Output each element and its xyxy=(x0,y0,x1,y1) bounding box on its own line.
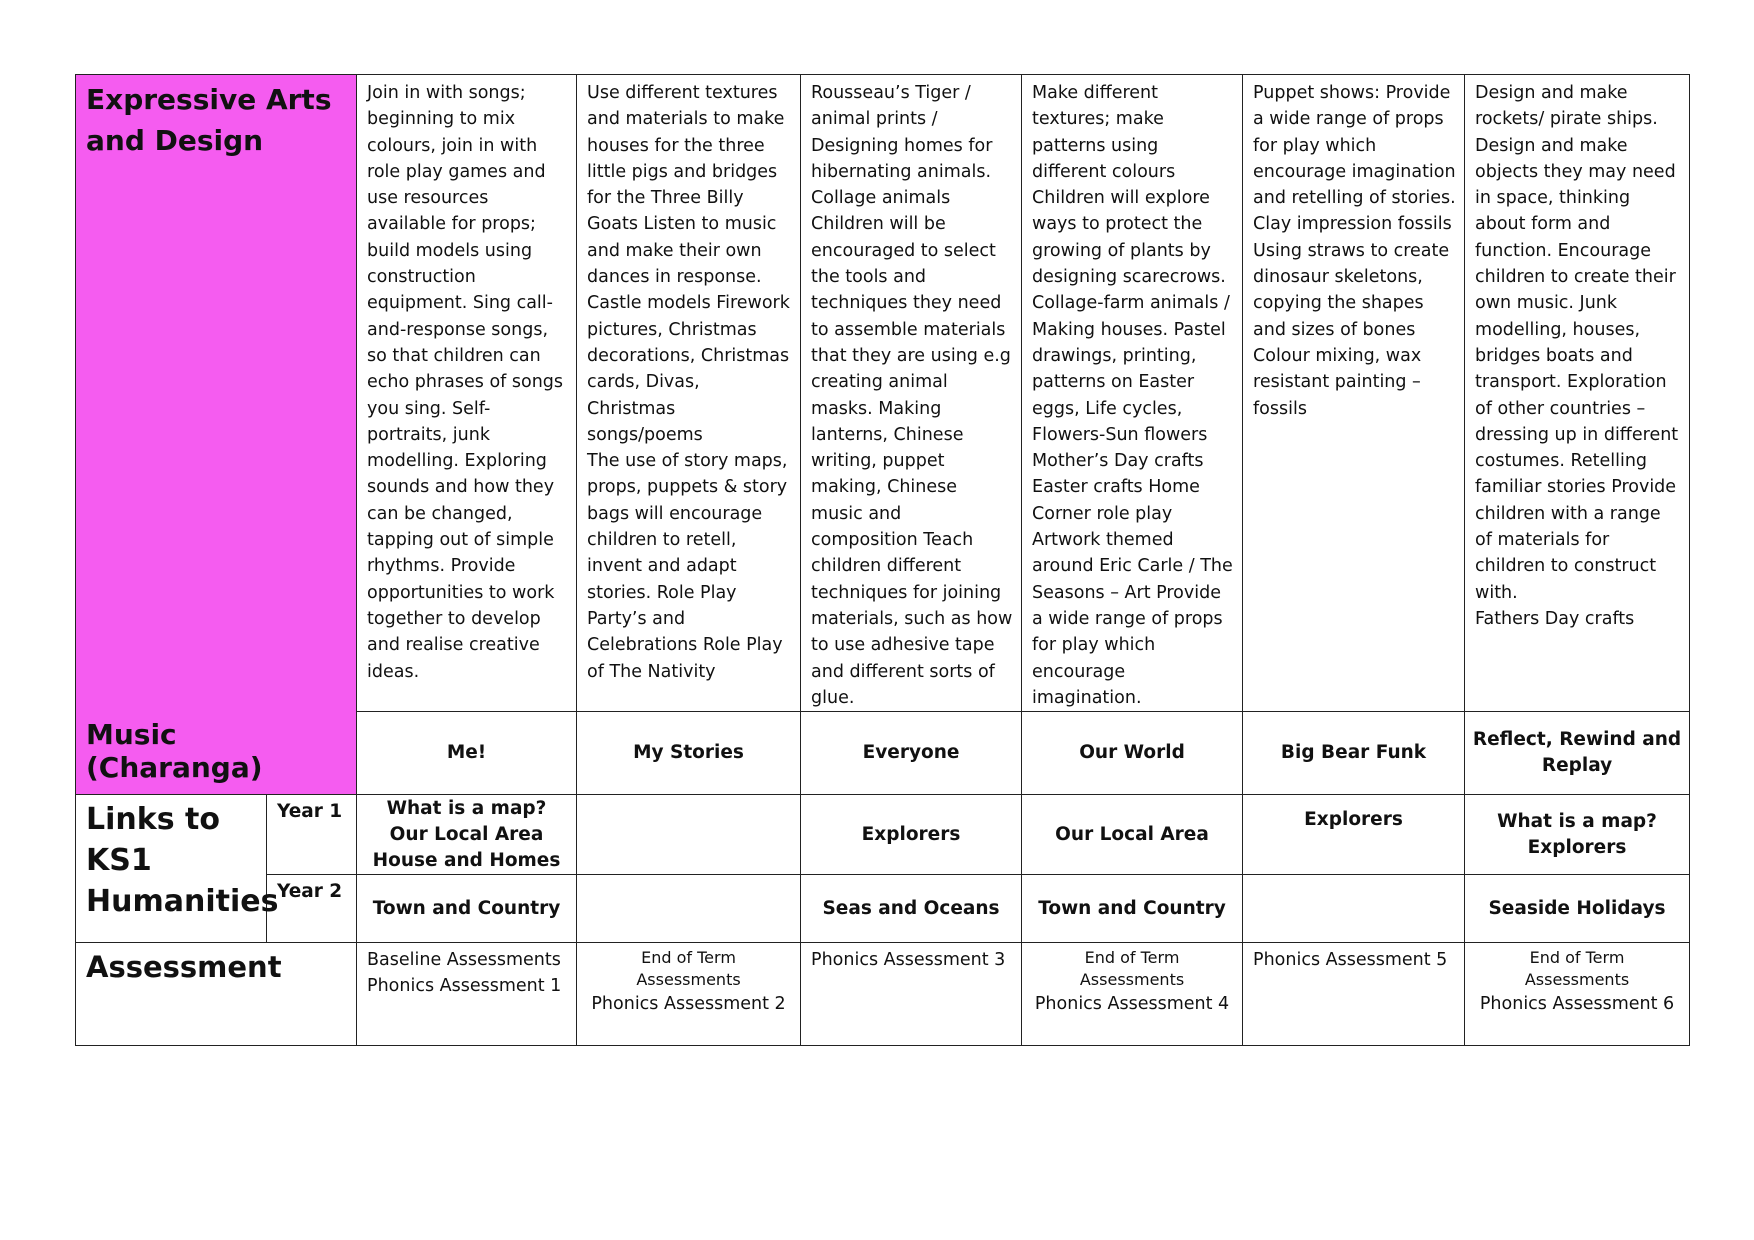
ead-text-4: Make different textures; make patterns using different colours Children will explore ways to protect the growing of plants by designing scarecrows. Collage-farm animals / Making houses. Pastel drawings, printing, patterns on Easter eggs, Life cycles, Flowers-Sun flowers Mother’s Day crafts Easter crafts Home Corner role play Artwork themed around Eric Carle / The Seasons – Art Provide a wide range of props for play which encourage imagination. xyxy=(1032,83,1233,708)
assessment-cell-6-line-1: End of Term Assessments xyxy=(1524,948,1630,990)
ead-cell-1 xyxy=(357,75,577,712)
ead-text-5: Puppet shows: Provide a wide range of props for play which encourage imagination and retelling of stories. Clay impression fossils Using straws to create dinosaur skeletons, copying the shapes and sizes of bones Colour mixing, wax resistant painting – fossils xyxy=(1253,83,1456,419)
ead-cell-2 xyxy=(577,75,801,712)
ead-row xyxy=(76,75,1690,712)
ead-cell-4 xyxy=(1022,75,1243,712)
music-cell-6: Reflect, Rewind and Replay xyxy=(1465,712,1690,795)
assessment-row xyxy=(76,943,1690,1046)
year1-label-cell xyxy=(267,795,357,875)
assessment-cell-6-text xyxy=(1465,943,1689,1017)
year2-cell-3: Seas and Oceans xyxy=(801,875,1022,943)
music-cell-4: Our World xyxy=(1022,712,1243,795)
year1-cell-6-line-2: Explorers xyxy=(1527,836,1627,858)
ead-text-2: Use different textures and materials to make houses for the three little pigs and bridges for the Three Billy Goats Listen to music and make their own dances in response. Castle models Firework pictures, Christmas decorations, Christmas cards, Divas, Christmas songs/poems The use of story maps, props, puppets & story bags will encourage children to retell, invent and adapt stories. Role Play Party’s and Celebrations Role Play of The Nativity xyxy=(587,83,790,682)
assessment-cell-2 xyxy=(577,943,801,1046)
year2-cell-1: Town and Country xyxy=(357,875,577,943)
assessment-cell-2-line-1: End of Term Assessments xyxy=(636,948,741,990)
music-cell-1: Me! xyxy=(357,712,577,795)
humanities-heading-cell xyxy=(76,795,279,943)
year1-cell-6 xyxy=(1465,795,1690,875)
assessment-cell-3-text xyxy=(801,943,1021,973)
year1-cell-2 xyxy=(577,795,801,875)
humanities-title xyxy=(76,795,279,926)
year2-cell-6: Seaside Holidays xyxy=(1465,875,1690,943)
humanities-title-line3: Humanities xyxy=(86,884,279,920)
year1-cell-3 xyxy=(801,795,1022,875)
music-title: Music (Charanga) xyxy=(86,718,263,785)
ead-text-3: Rousseau’s Tiger / animal prints / Designing homes for hibernating animals. Collage animals Children will be encouraged to select the tools and techniques they need to assemble materials that they are using e.g creating animal masks. Making lanterns, Chinese writing, puppet making, Chinese music and composition Teach children different techniques for joining materials, such as how to use adhesive tape and different sorts of glue. xyxy=(811,83,1013,708)
assessment-cell-1-line-2: Phonics Assessment 1 xyxy=(367,976,562,997)
year2-cell-4: Town and Country xyxy=(1022,875,1243,943)
assessment-cell-4-text xyxy=(1022,943,1242,1017)
assessment-cell-4-line-1: End of Term Assessments xyxy=(1079,948,1185,990)
music-cell-3: Everyone xyxy=(801,712,1022,795)
assessment-cell-5-line-1: Phonics Assessment 5 xyxy=(1253,950,1448,971)
year1-cell-5-line-1: Explorers xyxy=(1304,809,1403,831)
assessment-cell-6 xyxy=(1465,943,1690,1046)
assessment-cell-1 xyxy=(357,943,577,1046)
year2-label-cell xyxy=(267,875,357,943)
humanities-year1-row xyxy=(76,795,1690,875)
year1-cell-1-line-3: House and Homes xyxy=(372,849,561,871)
ead-text-6: Design and make rockets/ pirate ships. Design and make objects they may need in space, thinking about form and function. Encourage children to create their own music. Junk modelling, houses, bridges boats and transport. Exploration of other countries – dressing up in different costumes. Retelling familiar stories Provide children with a range of materials for children to construct with. Fathers Day crafts xyxy=(1475,83,1679,629)
year1-cell-3-line-1: Explorers xyxy=(861,823,961,845)
humanities-title-line2: KS1 xyxy=(86,843,152,879)
ead-heading-cell xyxy=(76,75,357,795)
year1-cell-5 xyxy=(1243,795,1465,875)
year1-cell-6-line-1: What is a map? xyxy=(1497,810,1657,832)
curriculum-table xyxy=(75,74,1690,1046)
assessment-cell-3 xyxy=(801,943,1022,1046)
humanities-title-line1: Links to xyxy=(86,802,220,838)
assessment-cell-2-line-2: Phonics Assessment 2 xyxy=(591,994,786,1015)
assessment-cell-6-line-2: Phonics Assessment 6 xyxy=(1479,994,1675,1015)
ead-title: Expressive Arts and Design xyxy=(86,83,332,157)
assessment-cell-1-text xyxy=(357,943,576,999)
year1-cell-1-line-1: What is a map? xyxy=(386,797,547,819)
ead-cell-6 xyxy=(1465,75,1690,712)
music-cell-5: Big Bear Funk xyxy=(1243,712,1465,795)
year1-cell-1 xyxy=(357,795,577,875)
assessment-cell-5 xyxy=(1243,943,1465,1046)
music-cell-2: My Stories xyxy=(577,712,801,795)
year1-cell-4 xyxy=(1022,795,1243,875)
year2-cell-2 xyxy=(577,875,801,943)
year1-label: Year 1 xyxy=(277,801,343,823)
assessment-cell-3-line-1: Phonics Assessment 3 xyxy=(811,950,1006,971)
assessment-cell-4 xyxy=(1022,943,1243,1046)
assessment-cell-2-text xyxy=(577,943,800,1017)
year1-cell-1-line-2: Our Local Area xyxy=(389,823,544,845)
assessment-title: Assessment xyxy=(86,950,282,985)
year2-cell-5 xyxy=(1243,875,1465,943)
year1-cell-4-line-1: Our Local Area xyxy=(1055,823,1209,845)
year2-label: Year 2 xyxy=(277,881,343,903)
assessment-cell-5-text xyxy=(1243,943,1464,973)
ead-text-1: Join in with songs; beginning to mix colours, join in with role play games and use resources available for props; build models using construction equipment. Sing call-and-response songs, so that children can echo phrases of songs you sing. Self-portraits, junk modelling. Exploring sounds and how they can be changed, tapping out of simple rhythms. Provide opportunities to work together to develop and realise creative ideas. xyxy=(367,83,564,682)
ead-cell-3 xyxy=(801,75,1022,712)
ead-cell-5 xyxy=(1243,75,1465,712)
assessment-cell-1-line-1: Baseline Assessments xyxy=(367,950,561,971)
humanities-year2-row xyxy=(76,875,1690,943)
assessment-heading-cell xyxy=(76,943,357,1046)
assessment-cell-4-line-2: Phonics Assessment 4 xyxy=(1034,994,1230,1015)
